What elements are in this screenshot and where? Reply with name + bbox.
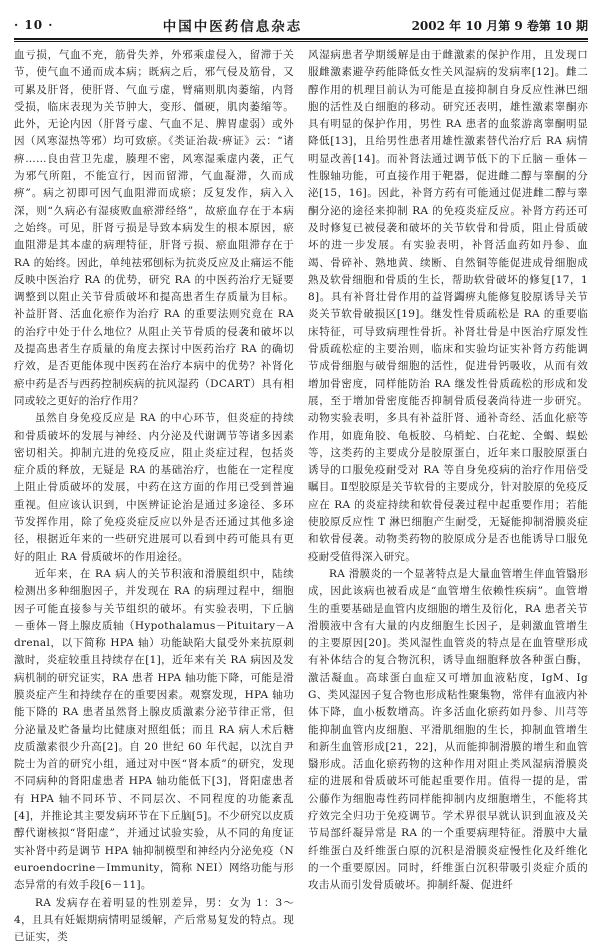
left-paragraph-3: 近年来，在 RA 病人的关节积液和滑膜组织中，陆续检测出多种细胞因子，并发现在 RA 的病理过程中，细胞因子可能直接参与关节组织的破坏。有实验表明，下丘脑－垂体－肾上腺皮质轴（Hypothalamus－Pituitary－Adrenal，以下简称 HPA 轴）功能缺陷大鼠受外来抗原刺激时，炎症较重且持续存在[1]，近年来有关 RA 病因及发病机制的研究证实，RA 患者 HPA 轴功能下降，可能是滑膜炎症产生和持续存在的重要因素。观察发现，HPA 轴功能下降的 RA 患者虽然肾上腺皮质激素分泌节律正常，但分泌量及贮备量均比健康对照组低；而且 RA 病人术后糖皮质激素很少升高[2]。自 20 世纪 60 年代起，以沈自尹院士为首的研究小组，通过对中医“肾本质”的研究，发现不同病种的肾阳虚患者 HPA 轴功能低下[3]，肾阳虚患者有 HPA 轴不同环节、不同层次、不同程度的功能紊乱[4]，并推论其主要发病环节在下丘脑[5]。不少研究以皮质醇代谢核拟“肾阳虚”，并通过试验实验，从不同的角度证实补肾中药是调节 HPA 轴抑制模型和神经内分泌免疫（Neuroendocrine－Immunity，简称 NEI）网络功能与形态异常的有效手段[6－11]。 [14, 567, 294, 892]
page-number: · 10 · [14, 18, 54, 32]
right-paragraph-1: 风湿病患者孕期缓解是由于雌激素的保护作用，且发现口服雌激素避孕药能降低女性关风湿病的发病率[12]。雌二醇作用的机理目前认为可能是直接抑制自身反应性淋巴细胞的活性及白细胞的移动。研究还表明，雄性激素睾酮亦具有明显的保护作用，男性 RA 患者的血浆游离睾酮明显降低[13]，且给男性患者用雄性激素替代治疗后 RA 病情明显改善[14]。而补肾法通过调节低下的下丘脑－垂体－性腺轴功能，可直接作用于靶器，促进雌二醇与睾酮的分泌[15，16]。因此，补肾方药有可能通过促进雌二醇与睾酮分泌的途径来抑制 RA 的免疫炎症反应。补肾方药还可及时修复已被侵袭和破坏的关节软骨和骨质，阻止骨质破坏的进一步发展。有实验表明，补肾活血药如丹参、血竭、骨碎补、熟地黄、续断、自然铜等能促进成骨细胞成熟及软骨细胞和骨质的生长，帮助软骨破坏的修复[17，18]。具有补肾壮骨作用的益肾蠲痹丸能修复胶原诱导关节炎关节软骨破损区[19]。继发性骨质疏松是 RA 的重要临床特征，可导致病理性骨折。补肾壮骨是中医治疗原发性骨质疏松症的主要治则，临床和实验均证实补肾方药能调节成骨细胞与破骨细胞的活性，促进骨钙吸收，从而有效增加骨密度，同样能防治 RA 继发性骨质疏松的形成和发展，至于增加骨密度能否抑制骨质侵袭尚待进一步研究。动物实验表明，多具有补益肝肾、通补奇经、活血化瘀等作用，如鹿角胶、龟板胶、乌梢蛇、白花蛇、全蝎、蜈蚣等，这类药的主要成分是胶原蛋白，近年来口服胶原蛋白诱导的口服免疫耐受对 RA 等自身免疫病的治疗作用倍受瞩目。Ⅱ型胶原是关节软骨的主要成分，针对胶原的免疫反应在 RA 的炎症持续和软骨侵袭过程中起重要作用；若能使胶原反应性 T 淋巴细胞产生耐受，无疑能抑制滑膜炎症和软骨侵袭。动物类药物的胶原成分是否也能诱导口服免疫耐受值得深入研究。 [308, 49, 588, 563]
header-rule [14, 41, 588, 42]
left-paragraph-4: RA 发病存在着明显的性别差异，男：女为 1：3～4，且具有妊娠期病情明显缓解，产后常易复发的特点。现已证实，类 [14, 896, 294, 944]
left-paragraph-2: 虽然自身免疫反应是 RA 的中心环节，但炎症的持续和骨质破坏的发展与神经、内分泌及代谢调节等诸多因素密切相关。抑制亢进的免疫反应，阻止炎症过程，包括炎症介质的释放，无疑是 RA 的基础治疗，也能在一定程度上阻止骨质破坏的发展，中药在这方面的作用已受到普遍重视。但应该认识到，中医辨证论治是通过多途径、多环节发挥作用，除了免疫炎症反应以外是否还通过其他多途径，根据近年来的一些研究进展可以看到中药可能具有更好的阻止 RA 骨质破坏的作用途径。 [14, 412, 294, 563]
journal-title: 中国中医药信息杂志 [162, 19, 303, 35]
right-column [308, 47, 588, 892]
left-paragraph-1: 血亏损，气血不充，筋骨失养，外邪乘虚侵入，留滞于关节，使气血不通而成本病；既病之后，邪气侵及筋骨，又可累及肝肾，使肝肾、气血亏虚，臂痛则肌肉萎缩，内肾受损，临床表现为关节肿大，变形、僵硬，肌肉萎缩等。此外，无论内因（肝肾亏虚、气血不足、脾胃虚弱）或外因（风寒湿热等邪）均可致瘀。《类证治裁·痹证》云：“诸痹……良由营卫先虚，腠理不密，风寒湿乘虚内袭，正气为邪气所阻，不能宣行，因而留滞，气血凝滞，久而成痹”。病之初即可因气血阻滞而成瘀；反复发作，病入入深，则“久病必有湿痰败血瘀滞经络”，故瘀血存在于本病之始终。可见，肝肾亏损是导致本病发生的根本原因，瘀血阻滞是其本虚的病理特征，肝肾亏损、瘀血阻滞存在于 RA 的始终。因此，单纯祛邪刨标为抗炎反应及止痛运不能反映中医治疗 RA 的优势，研究 RA 的中医药治疗无疑要调整到以阻止关节骨质破坏和提高患者生存质量为目标。补益肝肾、活血化瘀作为治疗 RA 的重要法则究竟在 RA 的治疗中处于什么地位？从阻止关节骨质的侵袭和破坏以及提高患者生存质量的角度去探讨中医药治疗 RA 的确切疗效，是否更能体现中医药在治疗本病中的优势？补肾化瘀中药是否与西药控制疾病的抗风湿药（DCART）具有相同或较之更好的治疗作用？ [14, 49, 294, 407]
volume-info: 2002 年 10 月第 9 卷第 10 期 [411, 18, 588, 33]
left-column [14, 47, 294, 944]
right-paragraph-2: RA 滑膜炎的一个显著特点是大量血管增生伴血管翳形成，因此该病也被看成是“血管增生依赖性疾病”。血管增生的重要基础是血管内皮细胞的增生及衍化，RA 患者关节滑膜液中含有大量的内皮细胞生长因子，是刺激血管增生的主要原因[20]。类风湿性血管炎的特点是在血管壁形成有补体结合的复合物沉积，诱导血细胞释放各种蛋白酶，激活凝血。高球蛋白血症又可增加血液粘度，IgM、IgG、类风湿因子复合物也形成粘性聚集物，常伴有血液内补体下降，血小板数增高。许多活血化瘀药如丹参、川芎等能抑制血管内皮细胞、平滑肌细胞的生长，抑制血管增生和新生血管形成[21，22]，从而能抑制滑膜的增生和血管翳形成。活血化瘀药物的这种作用对阻止类风湿病滑膜炎症的进展和骨质破坏可能起重要作用。值得一提的是，雷公藤作为细胞毒性药同样能抑制内皮细胞增生，不能将其疗效完全归功于免疫调节。学术界很早就认识到血液及关节局部纤凝异常是 RA 的一个重要病理特征。滑膜中大量纤维蛋白及纤维蛋白原的沉积是滑膜炎症慢性化及纤维化的一个重要原因。同时，纤维蛋白沉积带吸引炎症介质的攻击从而引发骨质破坏。抑制纤凝、促进纤 [308, 567, 588, 892]
running-header [14, 12, 588, 40]
